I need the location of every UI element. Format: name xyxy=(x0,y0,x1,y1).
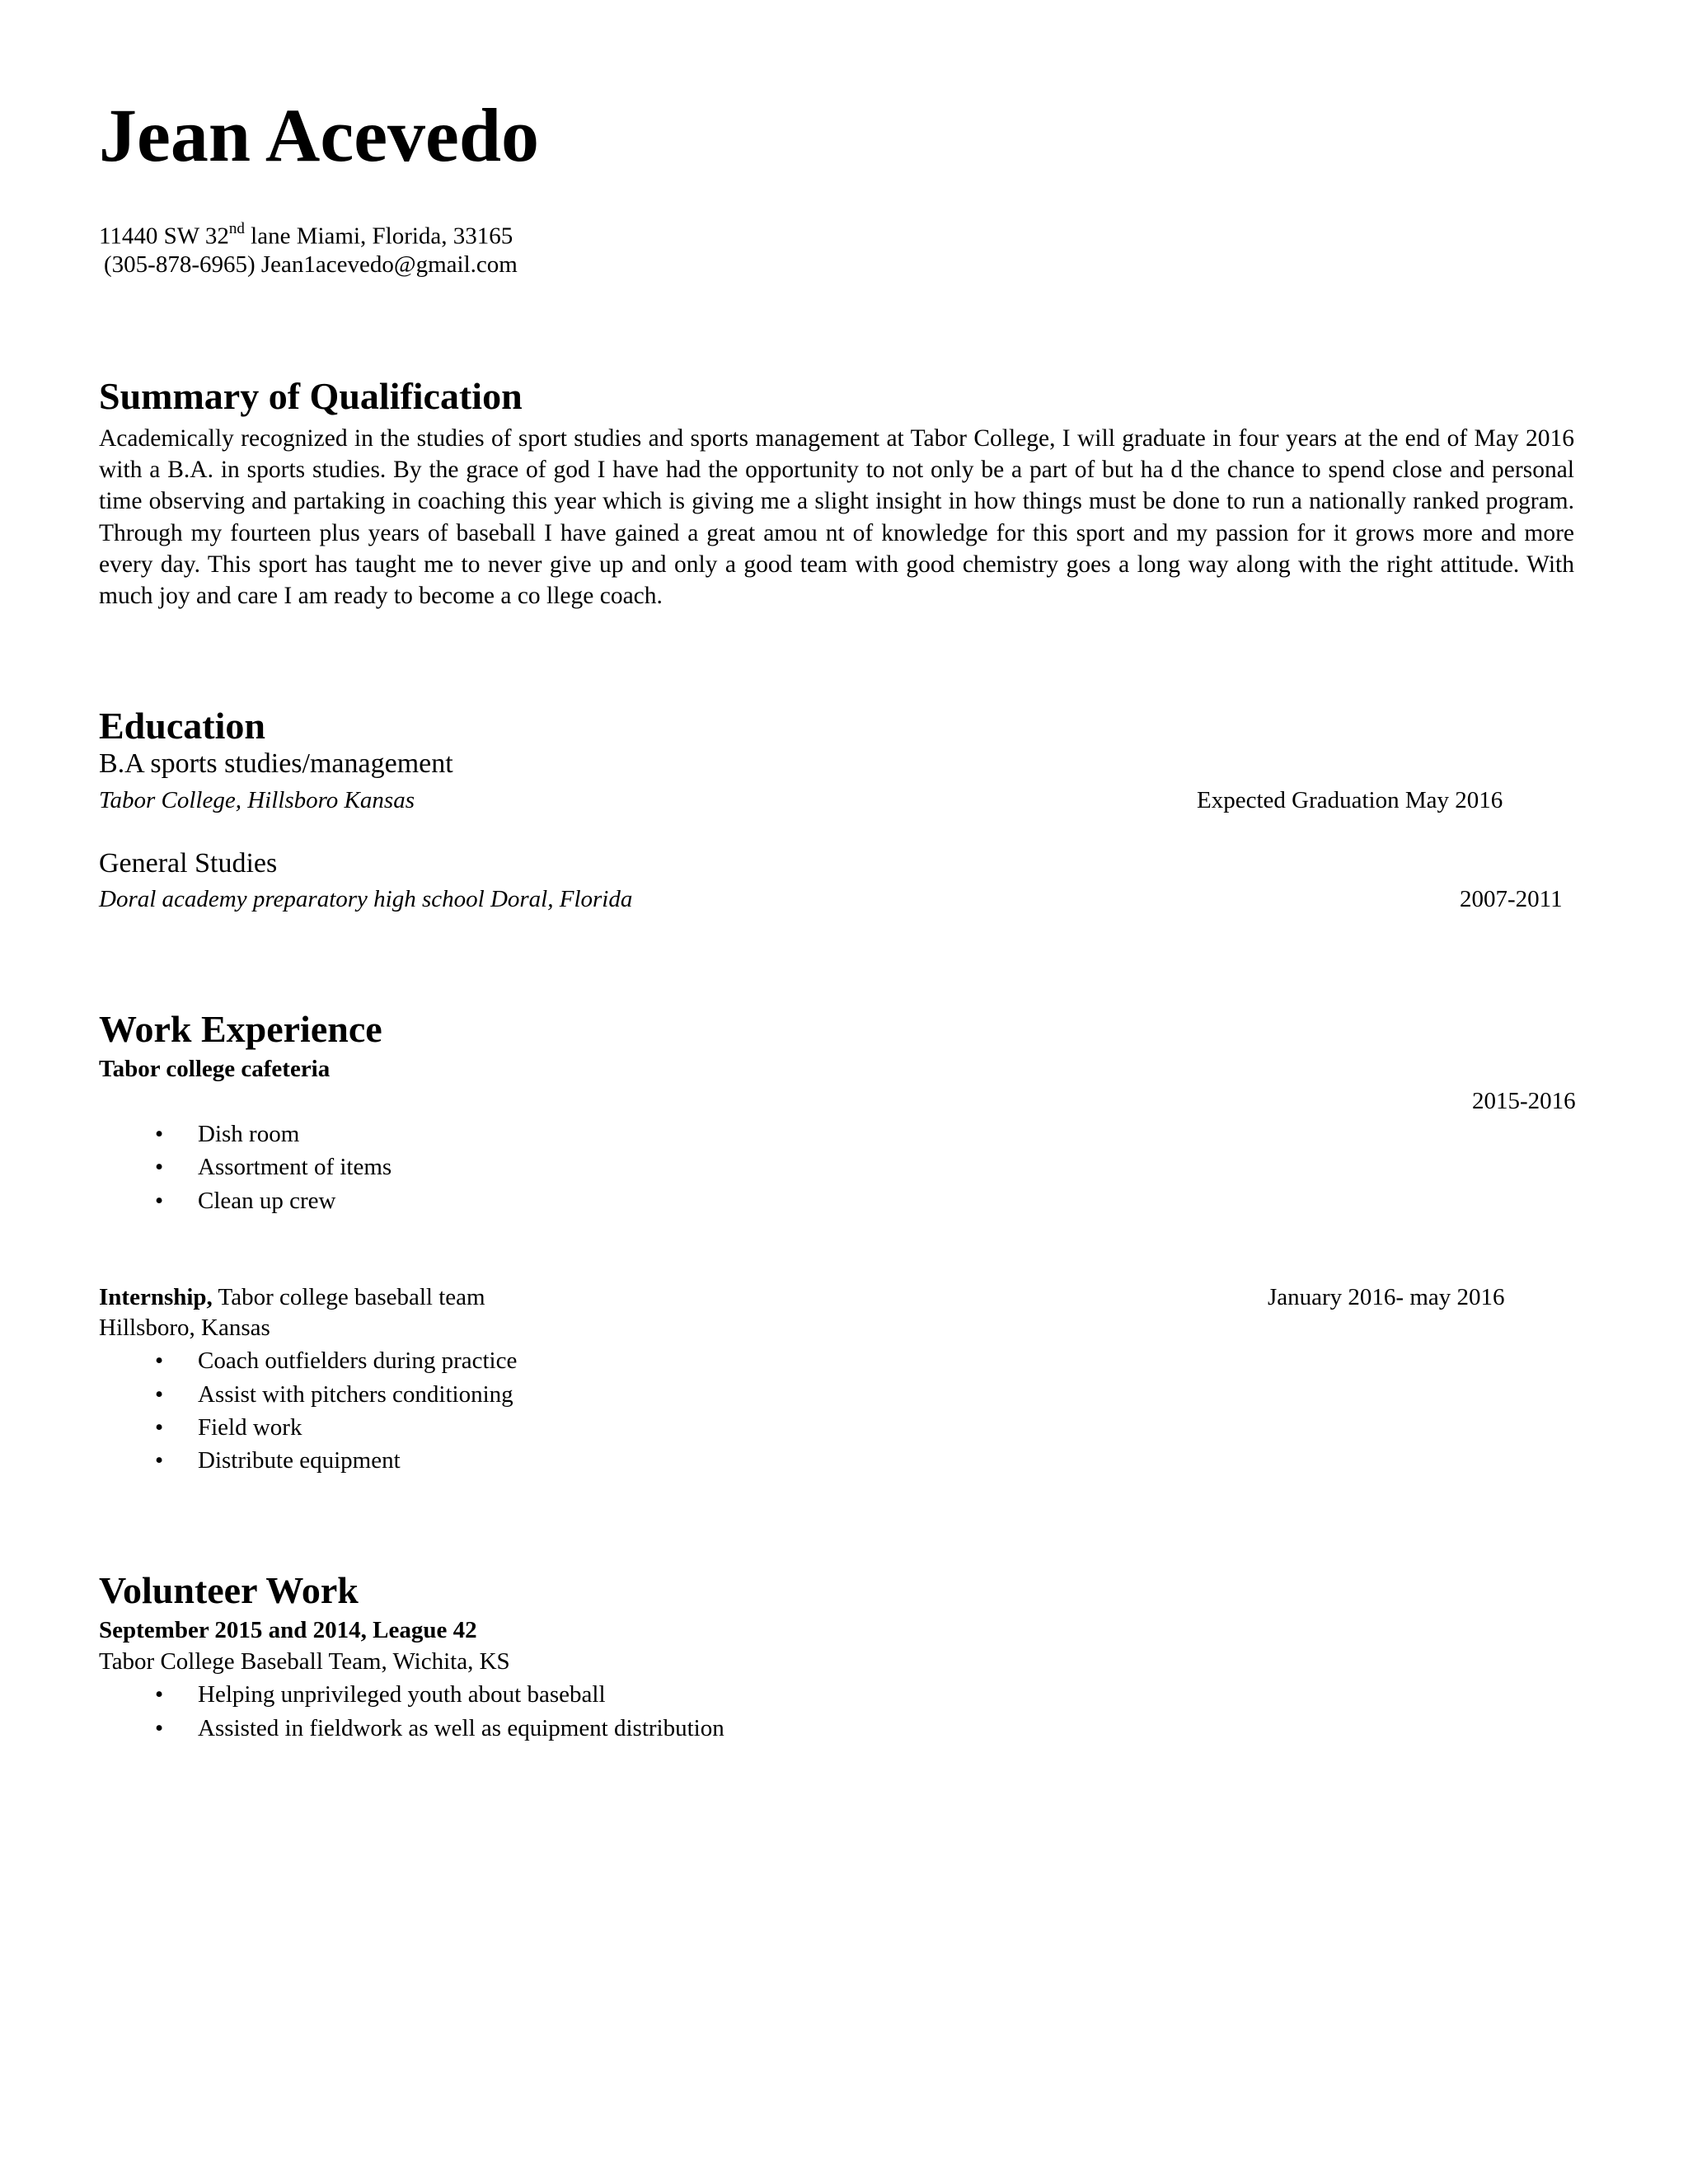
school-name: Doral academy preparatory high school Doral, Florida xyxy=(99,886,633,912)
bullet-marker: • xyxy=(155,1381,164,1408)
education-date: 2007-2011 xyxy=(1460,886,1563,912)
bullet-marker: • xyxy=(155,1121,164,1147)
address-line xyxy=(99,220,513,250)
phone-email-line: (305-878-6965) Jean1acevedo@gmail.com xyxy=(104,251,518,278)
volunteer-bullet: Helping unprivileged youth about baseball xyxy=(198,1681,606,1708)
address-superscript: nd xyxy=(228,220,245,237)
job-date: January 2016- may 2016 xyxy=(1268,1284,1505,1310)
address-text-rest: lane Miami, Florida, 33165 xyxy=(244,223,513,250)
degree-title: General Studies xyxy=(99,848,278,879)
volunteer-heading: Volunteer Work xyxy=(99,1569,359,1611)
volunteer-bullet: Assisted in fieldwork as well as equipment distribution xyxy=(198,1715,724,1741)
job-bullet: Field work xyxy=(198,1414,302,1441)
job-date: 2015-2016 xyxy=(1472,1088,1576,1114)
school-name: Tabor College, Hillsboro Kansas xyxy=(99,787,415,813)
bullet-marker: • xyxy=(155,1188,164,1214)
volunteer-org: Tabor College Baseball Team, Wichita, KS xyxy=(99,1648,510,1675)
summary-paragraph: Academically recognized in the studies of sport studies and sports management at Tabor College, I will graduate in four years at the end of May 2016 with a B.A. in sports studies. By the grace of god I have had the opportunity to not only be a part of but ha d the chance to spend close and personal time observing and partaking in coaching this year which is giving me a slight insight in how things must be done to run a nationally ranked program. Through my fourteen plus years of baseball I have gained a great amou nt of knowledge for this sport and my passion for it grows more and more every day. This sport has taught me to never give up and only a good team with good chemistry goes a long way along with the right attitude. With much joy and care I am ready to become a co llege coach. xyxy=(99,425,1574,610)
job-bullet: Coach outfielders during practice xyxy=(198,1347,518,1374)
bullet-marker: • xyxy=(155,1681,164,1708)
job-bullet: Assist with pitchers conditioning xyxy=(198,1381,513,1408)
bullet-marker: • xyxy=(155,1447,164,1474)
education-heading: Education xyxy=(99,705,265,747)
internship-org: Tabor college baseball team xyxy=(212,1284,485,1310)
volunteer-title: September 2015 and 2014, League 42 xyxy=(99,1617,477,1643)
degree-title: B.A sports studies/management xyxy=(99,748,453,779)
bullet-marker: • xyxy=(155,1414,164,1441)
job-bullet: Assortment of items xyxy=(198,1154,392,1180)
education-date: Expected Graduation May 2016 xyxy=(1197,787,1503,813)
bullet-marker: • xyxy=(155,1347,164,1374)
bullet-marker: • xyxy=(155,1154,164,1180)
job-title: Tabor college cafeteria xyxy=(99,1056,331,1082)
job-bullet: Dish room xyxy=(198,1121,300,1147)
internship-label: Internship, xyxy=(99,1284,213,1310)
job-bullet: Clean up crew xyxy=(198,1188,336,1214)
summary-heading: Summary of Qualification xyxy=(99,375,523,417)
bullet-marker: • xyxy=(155,1715,164,1741)
address-text: 11440 SW 32 xyxy=(99,223,229,250)
internship-title-line xyxy=(99,1286,485,1310)
work-heading: Work Experience xyxy=(99,1008,382,1050)
job-location: Hillsboro, Kansas xyxy=(99,1315,270,1341)
resume-name: Jean Acevedo xyxy=(99,93,540,177)
job-bullet: Distribute equipment xyxy=(198,1447,401,1474)
